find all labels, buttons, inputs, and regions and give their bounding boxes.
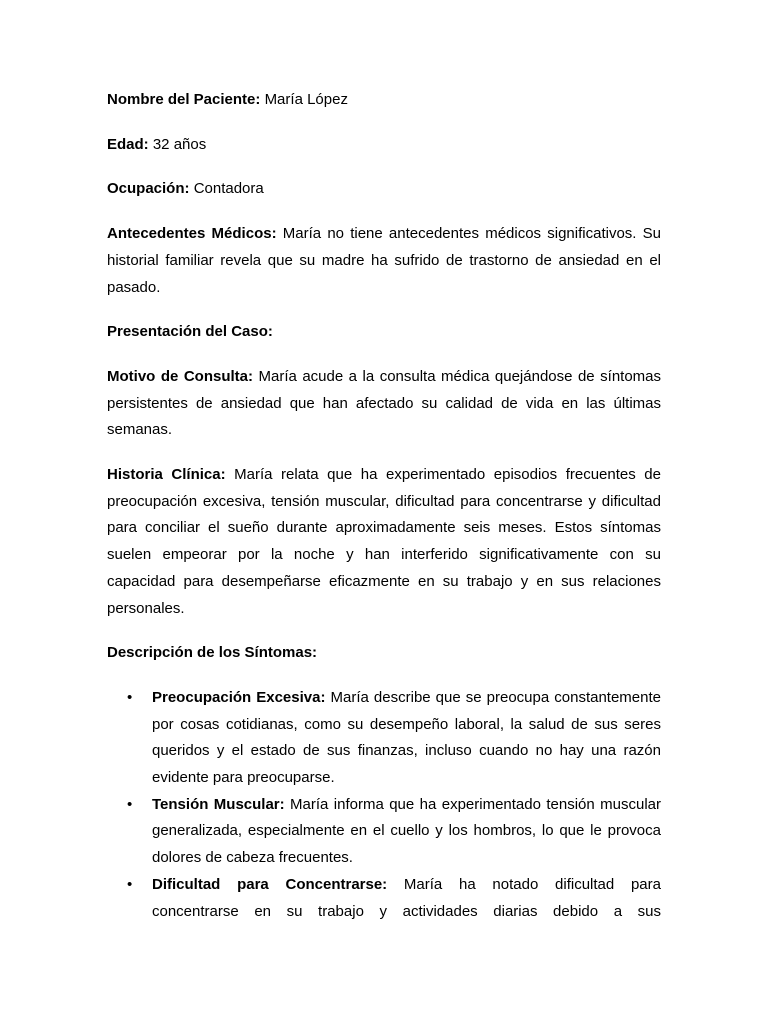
patient-occupation-value: Contadora	[193, 180, 264, 198]
patient-name-line	[107, 87, 661, 114]
symptoms-heading	[107, 640, 661, 667]
patient-occupation-label: Ocupación:	[107, 180, 190, 198]
symptom-text: María describe que se preocupa constantemente por cosas cotidianas, como su desempeño laboral, la salud de sus seres queridos y el estado de sus finanzas, incluso cuando no hay una razón evidente para preocuparse.	[152, 688, 661, 787]
clinical-history-label: Historia Clínica:	[107, 466, 226, 484]
patient-age-line	[107, 132, 661, 159]
patient-name-label: Nombre del Paciente:	[107, 91, 261, 108]
symptom-text: María informa que ha experimentado tensión muscular generalizada, especialmente en el cuello y los hombros, lo que le provoca dolores de cabeza frecuentes.	[152, 795, 661, 867]
symptom-label: Tensión Muscular:	[152, 795, 285, 813]
symptom-label: Dificultad para Concentrarse:	[152, 875, 388, 893]
case-presentation-heading-text: Presentación del Caso:	[107, 323, 273, 341]
patient-occupation-line	[107, 176, 661, 203]
list-item	[107, 792, 661, 872]
document-page	[107, 87, 661, 925]
consultation-label: Motivo de Consulta:	[107, 367, 253, 385]
clinical-history-text: María relata que ha experimentado episodios frecuentes de preocupación excesiva, tensión muscular, dificultad para concentrarse y dificultad para conciliar el sueño durante aproximadamente seis meses. Estos síntomas suelen empeorar por la noche y han interferido significativamente con su capacidad para desempeñarse eficazmente en su trabajo y en sus relaciones personales.	[107, 466, 661, 617]
list-item	[107, 872, 661, 925]
symptoms-list	[107, 685, 661, 925]
medical-history-paragraph	[107, 221, 661, 301]
bullet-icon: •	[127, 875, 133, 893]
medical-history-text: María no tiene antecedentes médicos significativos. Su historial familiar revela que su madre ha sufrido de trastorno de ansiedad en el pasado.	[107, 225, 661, 296]
patient-age-label: Edad:	[107, 135, 149, 153]
bullet-icon: •	[127, 795, 133, 813]
symptom-label: Preocupación Excesiva:	[152, 688, 326, 706]
case-presentation-heading	[107, 319, 661, 346]
clinical-history-paragraph	[107, 462, 661, 622]
bullet-icon: •	[127, 688, 133, 706]
consultation-text: María acude a la consulta médica quejándose de síntomas persistentes de ansiedad que han afectado su calidad de vida en las últimas semanas.	[107, 367, 662, 439]
list-item	[107, 685, 661, 792]
symptoms-heading-text: Descripción de los Síntomas:	[107, 644, 318, 662]
patient-name-value: María López	[264, 91, 348, 108]
patient-age-value: 32 años	[152, 135, 207, 153]
symptom-text: María ha notado dificultad para concentrarse en su trabajo y actividades diarias debido a sus	[152, 875, 661, 920]
medical-history-label: Antecedentes Médicos:	[107, 225, 277, 243]
consultation-paragraph	[107, 364, 661, 444]
